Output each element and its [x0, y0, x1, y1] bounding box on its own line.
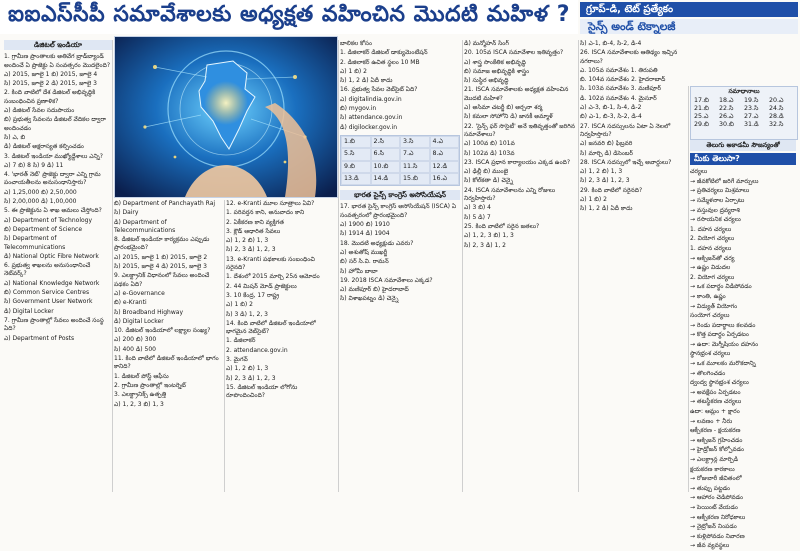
bank-line: → రెండు పదార్థాలు కలవడం [690, 321, 756, 329]
question-line: 7. గ్రామీణ ప్రాంతాల్లో సేవలు అందించే సంస్థ ఏది? [4, 316, 104, 333]
bank-line: క్షయకరణ కారకాలు [690, 465, 735, 473]
bank-line: → ఉదా: మెగ్నీషియం దహనం [690, 340, 759, 348]
question-line: ఎ) 1 బి) 2 [340, 67, 367, 75]
question-line: బి. 104వ సమావేశం 2. హైదరాబాద్ [580, 76, 666, 84]
question-line: డి) Digital Locker [4, 307, 54, 315]
question-line: 8. డిజిటల్ ఇండియా కార్యక్రమం ఎప్పుడు ప్రారంభమైంది? [114, 236, 210, 252]
bank-line: → కాంతి, ఉష్ణం [690, 292, 726, 300]
question-line: ఎ) డిజిటల్ సేవల సదుపాయం [4, 107, 75, 115]
column-2 [114, 200, 222, 492]
question-line: సి) 102వ డి) 103వ [464, 149, 515, 157]
question-list-2 [114, 200, 222, 409]
question-line: సి) కోల్‌కతా డి) చెన్నై [464, 177, 514, 185]
question-line: 16. ప్రభుత్వ సేవల వెబ్‌సైట్ ఏది? [340, 86, 418, 94]
bank-line: → జీవకోటిలో జరిగే మార్పులు [690, 177, 759, 185]
question-line: సి) 2, 3 డి) 1, 2, 3 [226, 374, 276, 382]
question-list-4b [340, 203, 460, 303]
answer-key-cell: 17.బి [694, 97, 709, 104]
question-line: 24. ISCA సమావేశాలను ఎన్ని రోజులు నిర్వహిస్తారు? [464, 186, 556, 203]
question-line: ఎ) digitalindia.gov.in [340, 95, 402, 103]
answer-key-cell: 2.సి [371, 136, 401, 148]
answer-key-cell: 16.ఎ [430, 173, 460, 185]
question-line: ఎ) 1900 బి) 1910 [340, 221, 390, 229]
question-line: 25. కింది వాటిలో సరైన జతలు? [464, 222, 540, 230]
question-line: 28. ISCA సదస్సులో ఇచ్చే అవార్డులు? [580, 158, 672, 166]
bank-line: → వస్తువుల ద్రవ్యరాశి [690, 206, 740, 214]
bank-line: → అవక్షేపం ఏర్పడటం [690, 388, 741, 396]
bank-line: → తటస్థీకరణ చర్యలు [690, 398, 742, 406]
bank-line: → హైడ్రోజన్ కోల్పోవడం [690, 446, 745, 454]
question-line: 2. కింది వాటిలో దేశ డిజిటల్ అభివృద్ధికి సంబంధించిన ప్రణాళిక? [4, 89, 96, 105]
question-line: 20. 105వ ISCA సమావేశాల ఇతివృత్తం? [464, 49, 564, 57]
question-line: ఎ) 1,25,000 బి) 2,50,000 [4, 188, 77, 196]
question-line: 27. ISCA సదస్సులను ఏటా ఏ నెలలో నిర్వహిస్తారు? [580, 122, 671, 138]
answer-key-cell: 27.ఎ [744, 113, 759, 120]
question-list-1 [4, 53, 112, 343]
bank-line: సంయోగ చర్యలు [690, 312, 730, 320]
answer-key-cell: 7.ఎ [400, 148, 430, 160]
question-line: 2. ఏకీకరణ కాని వ్యక్తిగత [226, 218, 284, 226]
question-line: 1. డిజిలాకర్ [226, 337, 256, 345]
question-line: సి) 5 డి) 7 [464, 213, 491, 221]
bank-line: → కొత్త పదార్థం ఏర్పడటం [690, 331, 749, 339]
answer-key-cell: 28.డి [769, 113, 784, 120]
question-line: డి) డిజిటల్ అక్షరాస్యత కల్పించడం [4, 143, 84, 151]
question-line: ఎ) 3 బి) 4 [464, 204, 491, 212]
question-list-4 [340, 40, 460, 132]
bank-line: ద్వంద్వ స్థానభ్రంశ చర్యలు [690, 379, 749, 387]
question-line: ఎ) 1, 2 బి) 1, 3 [580, 168, 623, 176]
question-line: 15. డిజిటల్ ఇండియా లోగోను రూపొందించింది? [226, 383, 298, 400]
column-4 [340, 40, 460, 492]
bank-line: → ఒక మూలకం మరొకదాన్ని [690, 360, 756, 368]
question-line: 29. కింది వాటిలో సరైనది? [580, 186, 643, 194]
bank-line: చర్యలు [690, 168, 708, 176]
question-line: సి) attendance.gov.in [340, 114, 403, 122]
question-line: ఎ) అసిమా చటర్జీ బి) అర్చనా శర్మ [464, 104, 543, 112]
question-line: ఎ) 1 బి) 2 [580, 196, 607, 204]
question-line: బి) Department of Science [4, 225, 83, 233]
bank-title: తెలుగు అకాడమీ సౌజన్యంతో [690, 140, 796, 151]
question-line: సి) మార్చి డి) డిసెంబర్ [580, 149, 633, 157]
bank-line: ఉదా: ఆమ్లం + క్షారం [690, 408, 740, 416]
answer-key-cell: 19.సి [744, 97, 759, 104]
column-divider [688, 86, 689, 492]
answer-key-cell: 14.డి [371, 173, 401, 185]
answer-key-cell: 11.సి [400, 161, 430, 173]
section-brand [580, 2, 798, 34]
question-line: 1. పరివర్తన కాని, అనువాదం కాని [226, 209, 305, 217]
answer-key-cell: 21.బి [694, 105, 709, 112]
answer-key-cell: 8.ఎ [430, 148, 460, 160]
answer-key-cell: 4.ఎ [430, 136, 460, 148]
answer-key-cell: 18.ఎ [719, 97, 734, 104]
question-line: సి) 3 డి) 1, 2, 3 [226, 310, 268, 318]
question-line: డి) Digital Locker [114, 317, 164, 325]
question-line: 2. 44 మిషన్ మోడ్ ప్రాజెక్టులు [226, 282, 297, 290]
question-line: డి) digilocker.gov.in [340, 123, 397, 131]
question-line: ఎ) అశుతోష్ ముఖర్జీ [340, 248, 388, 256]
question-line: 9. ఎలక్ట్రానిక్ విధానంలో సేవలు అందించే పథకం ఏది? [114, 272, 210, 288]
bank-line: → సమ్మేళనాల ఏర్పాటు [690, 196, 745, 204]
question-list-3 [226, 200, 336, 401]
question-line: 2. డిజిలాకర్ ఉచిత స్థలం 10 MB [340, 58, 420, 66]
answer-key-box [690, 86, 798, 140]
bank-line: → ఆక్సీకరణ నిరోధకాలు [690, 513, 746, 521]
question-line: సి) 2, 3 డి) 1, 2, 3 [226, 246, 276, 254]
question-list-5 [464, 40, 576, 250]
question-line: ఎ) 1, 2 బి) 1, 3 [226, 365, 269, 373]
question-line: బి) mygov.in [340, 105, 377, 113]
question-line: ఎ) 2015, జూలై 1 బి) 2015, జూలై 4 [4, 70, 98, 78]
bank-line: → ఒక పదార్థం విడిపోవడం [690, 283, 752, 291]
bank-line: → రసాయనిక చర్యలు [690, 216, 741, 224]
bank-line: → తొలగించడం [690, 369, 726, 377]
question-line: 22. 'సైన్స్ ఫర్ సొసైటీ' అనే ఇతివృత్తంతో జరిగిన సమావేశాలు? [464, 122, 575, 138]
question-line: 1. గ్రామీణ ప్రాంతాలకు అతివేగ బ్రాడ్‌బ్యాండ్ అందించే ఏ ప్రాజెక్టు ఏ సంవత్సరం మొదలైంది? [4, 53, 111, 69]
question-line: 12. e-Kranti మూల సూత్రాలు ఏవి? [226, 200, 315, 207]
question-line: ఎ) Department of Technology [4, 216, 93, 224]
bank-line: → ఆక్సిజన్ గ్రహించడం [690, 436, 743, 444]
question-line: సి. 103వ సమావేశం 3. మణిపూర్ [580, 85, 662, 93]
bank-line: ఆక్సీకరణ - క్షయకరణ [690, 427, 741, 435]
question-line: సి) సుస్థిర అభివృద్ధి [464, 77, 509, 85]
bank-line: → విద్యుత్ వియోగం [690, 302, 738, 310]
question-line: 3. ఎలక్ట్రానిక్స్ ఉత్పత్తి [114, 391, 167, 399]
question-line: ఎ) e-Governance [114, 289, 165, 297]
question-line: సి) హోమీ బాబా [340, 267, 378, 275]
answer-key-cell: 5.సి [341, 148, 371, 160]
question-line: సి) 2,00,000 డి) 1,00,000 [4, 198, 77, 206]
column-divider [224, 200, 225, 492]
question-line: ఎ) జనవరి బి) ఫిబ్రవరి [580, 140, 633, 148]
question-line: 1. డిజిలాకర్ డిజిటల్ డాక్యుమెంటేషన్ [340, 49, 428, 57]
question-line: 13. e-Kranti పథకాలకు సంబంధించి సరైనది? [226, 255, 315, 272]
question-line: సి) 1, 2 డి) ఏదీ కాదు [580, 205, 633, 213]
question-line: బాలికల కోసం [340, 40, 373, 47]
column-1 [4, 40, 112, 492]
question-line: ఎ) National Knowledge Network [4, 279, 100, 287]
section-title-isca: భారత సైన్స్ కాంగ్రెస్ అసోసియేషన్ [340, 190, 460, 200]
question-line: ఎ. 105వ సమావేశం 1. తిరుపతి [580, 66, 658, 74]
answer-key-cell: 15.బి [400, 173, 430, 185]
question-line: సి) 2, 3 డి) 1, 2 [464, 241, 506, 249]
question-line: బి) Common Service Centres [4, 289, 90, 297]
question-line: 14. కింది వాటిలో డిజిటల్ ఇండియాలో భాగమైన వెబ్‌సైట్? [226, 319, 316, 336]
bank-line: → జీవ వ్యవస్థలు [690, 542, 730, 550]
question-line: ఎ) 200 బి) 300 [114, 336, 157, 344]
question-line: 4. 'భారత్ నెట్' ప్రాజెక్టు ద్వారా ఎన్ని గ్రామ పంచాయతీలను అనుసంధానిస్తారు? [4, 171, 101, 187]
bank-line: → నైట్రోజన్ నింపడం [690, 523, 737, 531]
question-line: 2. attendance.gov.in [226, 346, 288, 354]
question-line: బి) సర్ సి.వి. రామన్ [340, 258, 389, 266]
question-line: ఎ) 1, 2, 3 బి) 1, 3 [464, 232, 514, 240]
bank-list [690, 168, 796, 551]
question-line: సి) కమలా సోహోని డి) జానకీ అమ్మాళ్ [464, 113, 553, 121]
column-6 [580, 40, 686, 492]
question-line: సి) 2015, జూలై 4 డి) 2015, జూలై 3 [114, 263, 207, 271]
column-divider [578, 40, 579, 492]
question-line: డి. 102వ సమావేశం 4. మైసూర్ [580, 94, 657, 102]
question-line: ఎ) Department of Posts [4, 334, 75, 342]
question-line: 1. దేశంలో 2015 మార్చి 25న ఆమోదం [226, 273, 320, 281]
column-5 [464, 40, 576, 492]
column-divider [338, 40, 339, 492]
question-line: సి) విశాఖపట్నం డి) చెన్నై [340, 295, 399, 303]
question-line: డి) Department of Telecommunications [114, 218, 176, 234]
answer-key-cell: 1.బి [341, 136, 371, 148]
answer-key-cell: 32.సి [769, 121, 784, 128]
answer-key-cell: 31.డి [744, 121, 759, 128]
answer-key-cell: 20.ఎ [769, 97, 784, 104]
answer-key-cell: 13.డి [341, 173, 371, 185]
question-line: సి) 400 డి) 500 [114, 345, 156, 353]
answer-key-cell: 23.సి [744, 105, 759, 112]
question-line: 5. ఈ ప్రాజెక్టును ఏ శాఖ అమలు చేస్తోంది? [4, 207, 102, 215]
question-line: 3. 10 కేంద్ర, 17 రాష్ట్ర [226, 291, 280, 299]
column-3 [226, 200, 336, 492]
bank-line: 2. వియోగ చర్యలు [690, 235, 735, 243]
did-you-know-box [690, 140, 796, 550]
digital-india-illustration [115, 37, 337, 197]
answer-key-cell: 12.డి [430, 161, 460, 173]
question-line: 11. కింది వాటిలో డిజిటల్ ఇండియాలో భాగం కానిది? [114, 355, 219, 371]
question-line: ఎ) 1, 2, 3 బి) 1, 3 [114, 400, 164, 408]
question-line: 23. ISCA ప్రధాన కార్యాలయం ఎక్కడ ఉంది? [464, 158, 571, 166]
page-headline: ఐఐఎస్‌సీపీ సమావేశాలకు అధ్యక్షత వహించిన మొదటి మహిళ ? [0, 0, 578, 34]
bank-line: → తుప్పు పట్టడం [690, 484, 731, 492]
answer-key-cell: 26.ఎ [719, 113, 734, 120]
question-line: ఎ) ఎ-3, బి-1, సి-4, డి-2 [580, 104, 642, 112]
question-line: 17. భారత సైన్స్ కాంగ్రెస్ అసోసియేషన్ (ISCA) ఏ సంవత్సరంలో ప్రారంభమైంది? [340, 203, 457, 219]
question-line: సి) Government User Network [4, 298, 93, 306]
question-line: ఎ) 1, 2 బి) 1, 3 [226, 237, 269, 245]
question-line: ఎ) 2015, జూలై 1 బి) 2015, జూలై 2 [114, 253, 208, 261]
question-line: సి) ఎ, బి [4, 133, 26, 141]
bank-line: → ప్రతిచర్యలు మిశ్రమాలు [690, 187, 750, 195]
answer-key-cell: 29.బి [694, 121, 709, 128]
question-line: సి) ఎ-1, బి-4, సి-2, డి-4 [580, 40, 642, 47]
answer-key-cell: 30.బి [719, 121, 734, 128]
question-line: సి) Broadband Highway [114, 308, 183, 316]
column-divider [112, 40, 113, 492]
question-line: 19. 2018 ISCA సమావేశాలు ఎక్కడ? [340, 276, 433, 284]
question-line: డి) మన్మోహన్ సింగ్ [464, 40, 509, 47]
question-line: 26. ISCA సమావేశాలకు ఆతిథ్యం ఇచ్చిన నగరాలు? [580, 49, 678, 65]
bank-question: మీకు తెలుసా? [690, 153, 796, 166]
question-line: బి) Department of Panchayath Raj [114, 200, 216, 207]
question-list-6 [580, 40, 686, 214]
question-line: 10. డిజిటల్ ఇండియాలో లక్ష్యాల సంఖ్య? [114, 327, 211, 335]
bank-line: → రోజువారీ జీవితంలో [690, 475, 742, 483]
bank-line: → ఎలక్ట్రాన్ల మార్పిడి [690, 456, 739, 463]
question-line: 3. క్లౌడ్ ఆధారిత సేవలు [226, 227, 281, 235]
answer-key-cell: 25.ఎ [694, 113, 709, 120]
question-line: బి) ప్రభుత్వ సేవలను డిజిటల్ వేదికల ద్వారా అందించడం [4, 116, 106, 132]
question-line: బి) సమాజ అభివృద్ధికి శాస్త్రం [464, 67, 530, 75]
bank-line: → ఆహారం చెడిపోవడం [690, 494, 744, 502]
question-line: 21. ISCA సమావేశాలకు అధ్యక్షత వహించిన మొదటి మహిళ? [464, 86, 569, 102]
section-title-digital-india: డిజిటల్ ఇండియా [4, 40, 112, 50]
question-line: సి) Department of Telecommunications [4, 235, 66, 251]
question-line: బి) ఎ-1, బి-3, సి-2, డి-4 [580, 113, 642, 121]
question-line: ఎ) 7 బి) 8 సి) 9 డి) 11 [4, 161, 64, 169]
answer-key-cell: 9.బి [341, 161, 371, 173]
question-line: డి) National Optic Fibre Network [4, 252, 99, 260]
question-line: సి) 2, 3 డి) 1, 2, 3 [580, 177, 630, 185]
question-line: ఎ) మణిపూర్ బి) హైదరాబాద్ [340, 286, 409, 294]
answer-key-grid-2 [691, 97, 797, 129]
answer-key-cell: 22.సి [719, 105, 734, 112]
question-line: 18. మొదటి అధ్యక్షుడు ఎవరు? [340, 239, 414, 247]
answer-key-title: సమాధానాలు [728, 88, 760, 95]
question-line: ఎ) ఢిల్లీ బి) ముంబై [464, 168, 509, 176]
bank-line: 2. వియోగ చర్యలు [690, 273, 735, 281]
question-line: సి) 1, 2 డి) ఏదీ కాదు [340, 77, 393, 85]
question-line: ఎ) 100వ బి) 101వ [464, 140, 515, 148]
bank-line: → పెయింట్ వేయడం [690, 503, 738, 511]
bank-line: 1. దహన చర్యలు [690, 244, 732, 252]
answer-key-grid-1 [340, 135, 460, 186]
question-line: సి) 1914 డి) 1904 [340, 230, 390, 238]
question-line: 3. మైగవ్ [226, 356, 248, 364]
bank-line: → కుళ్లిపోవడం నివారణ [690, 532, 745, 540]
brand-line-1: గ్రూప్-డి, టెట్ ప్రత్యేకం [580, 2, 798, 17]
question-line: 1. డిజిటల్ పోస్ట్ ఆఫీసు [114, 372, 169, 380]
bank-line: స్థానభ్రంశ చర్యలు [690, 350, 731, 358]
question-line: ఎ) శాస్త్ర సాంకేతిక అభివృద్ధి [464, 58, 526, 66]
bank-line: 1. దహన చర్యలు [690, 225, 732, 233]
brand-line-2: సైన్స్ అండ్ టెక్నాలజీ [580, 19, 798, 34]
question-line: 6. ప్రభుత్వ శాఖలను అనుసంధానించే నెట్‌వర్క్? [4, 262, 91, 278]
answer-key-cell: 6.సి [371, 148, 401, 160]
bank-line: → ఉష్ణం విడుదల [690, 264, 731, 272]
question-line: 2. గ్రామీణ ప్రాంతాల్లో ఇంటర్నెట్ [114, 381, 186, 389]
question-line: 3. డిజిటల్ ఇండియా ముఖ్యోద్దేశాలు ఎన్ని? [4, 152, 103, 160]
answer-key-cell: 10.బి [371, 161, 401, 173]
column-divider [462, 40, 463, 492]
bank-line: → ఆక్సిజన్‌తో చర్య [690, 254, 735, 262]
bank-line: → లవణం + నీరు [690, 417, 733, 425]
question-line: ఎ) 1 బి) 2 [226, 301, 253, 309]
question-line: సి) 2015, జూలై 2 డి) 2015, జూలై 3 [4, 80, 97, 88]
answer-key-cell: 24.సి [769, 105, 784, 112]
answer-key-cell: 3.సి [400, 136, 430, 148]
feature-photo [114, 36, 338, 198]
question-line: సి) Dairy [114, 209, 139, 217]
question-line: బి) e-Kranti [114, 299, 147, 307]
